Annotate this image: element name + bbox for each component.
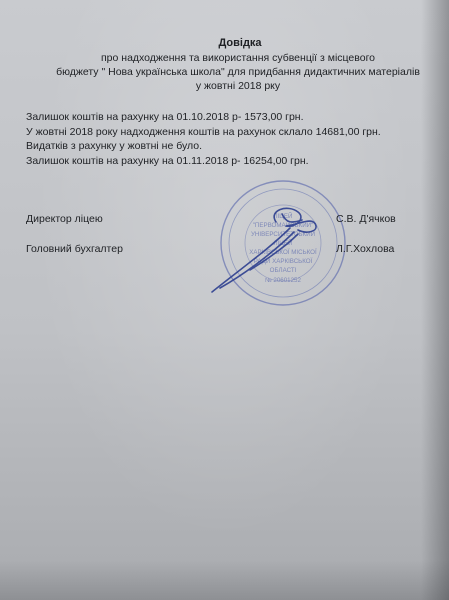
accountant-name: Л.Г.Хохлова xyxy=(336,243,395,255)
director-signature xyxy=(190,188,330,300)
stamp-text-6: РАДИ ХАРКІВСЬКОЇ xyxy=(253,258,313,265)
page-bottom-shade xyxy=(0,560,449,600)
receipts-line: У жовтні 2018 року надходження коштів на рахунок склало 14681,00 грн. xyxy=(26,126,381,138)
document-subtitle-line-3: у жовтні 2018 рку xyxy=(195,80,281,92)
stamp-text-3: УНІВЕРСИТЕТСЬКИЙ xyxy=(250,231,316,238)
balance-start-line: Залишок коштів на рахунку на 01.10.2018 р- 1573,00 грн. xyxy=(26,111,304,123)
director-name: С.В. Д'ячков xyxy=(336,213,396,225)
stamp-text-2: "ПЕРВОМАЙСЬКИЙ" xyxy=(252,222,314,229)
stamp-text-5: ХАРКІВСЬКОЇ МІСЬКОЇ xyxy=(249,249,317,256)
expenses-line: Видатків з рахунку у жовтні не було. xyxy=(26,140,203,152)
accountant-title: Головний бухгалтер xyxy=(26,243,123,255)
stamp-text-1: ЛІЦЕЙ xyxy=(273,213,293,220)
document-subtitle-line-2: бюджету " Нова українська школа" для придбання дидактичних матеріалів xyxy=(56,66,420,78)
director-title: Директор ліцею xyxy=(26,213,103,225)
stamp-text-7: ОБЛАСТІ xyxy=(269,267,297,274)
stamp-text-8: № 20601252 xyxy=(265,277,301,284)
document-subtitle-line-1: про надходження та використання субвенції з місцевого xyxy=(100,52,376,64)
stamp-text-4: ЛІЦЕЙ xyxy=(273,240,293,247)
balance-end-line: Залишок коштів на рахунку на 01.11.2018 р- 16254,00 грн. xyxy=(26,155,309,167)
document-title: Довідка xyxy=(218,37,262,49)
